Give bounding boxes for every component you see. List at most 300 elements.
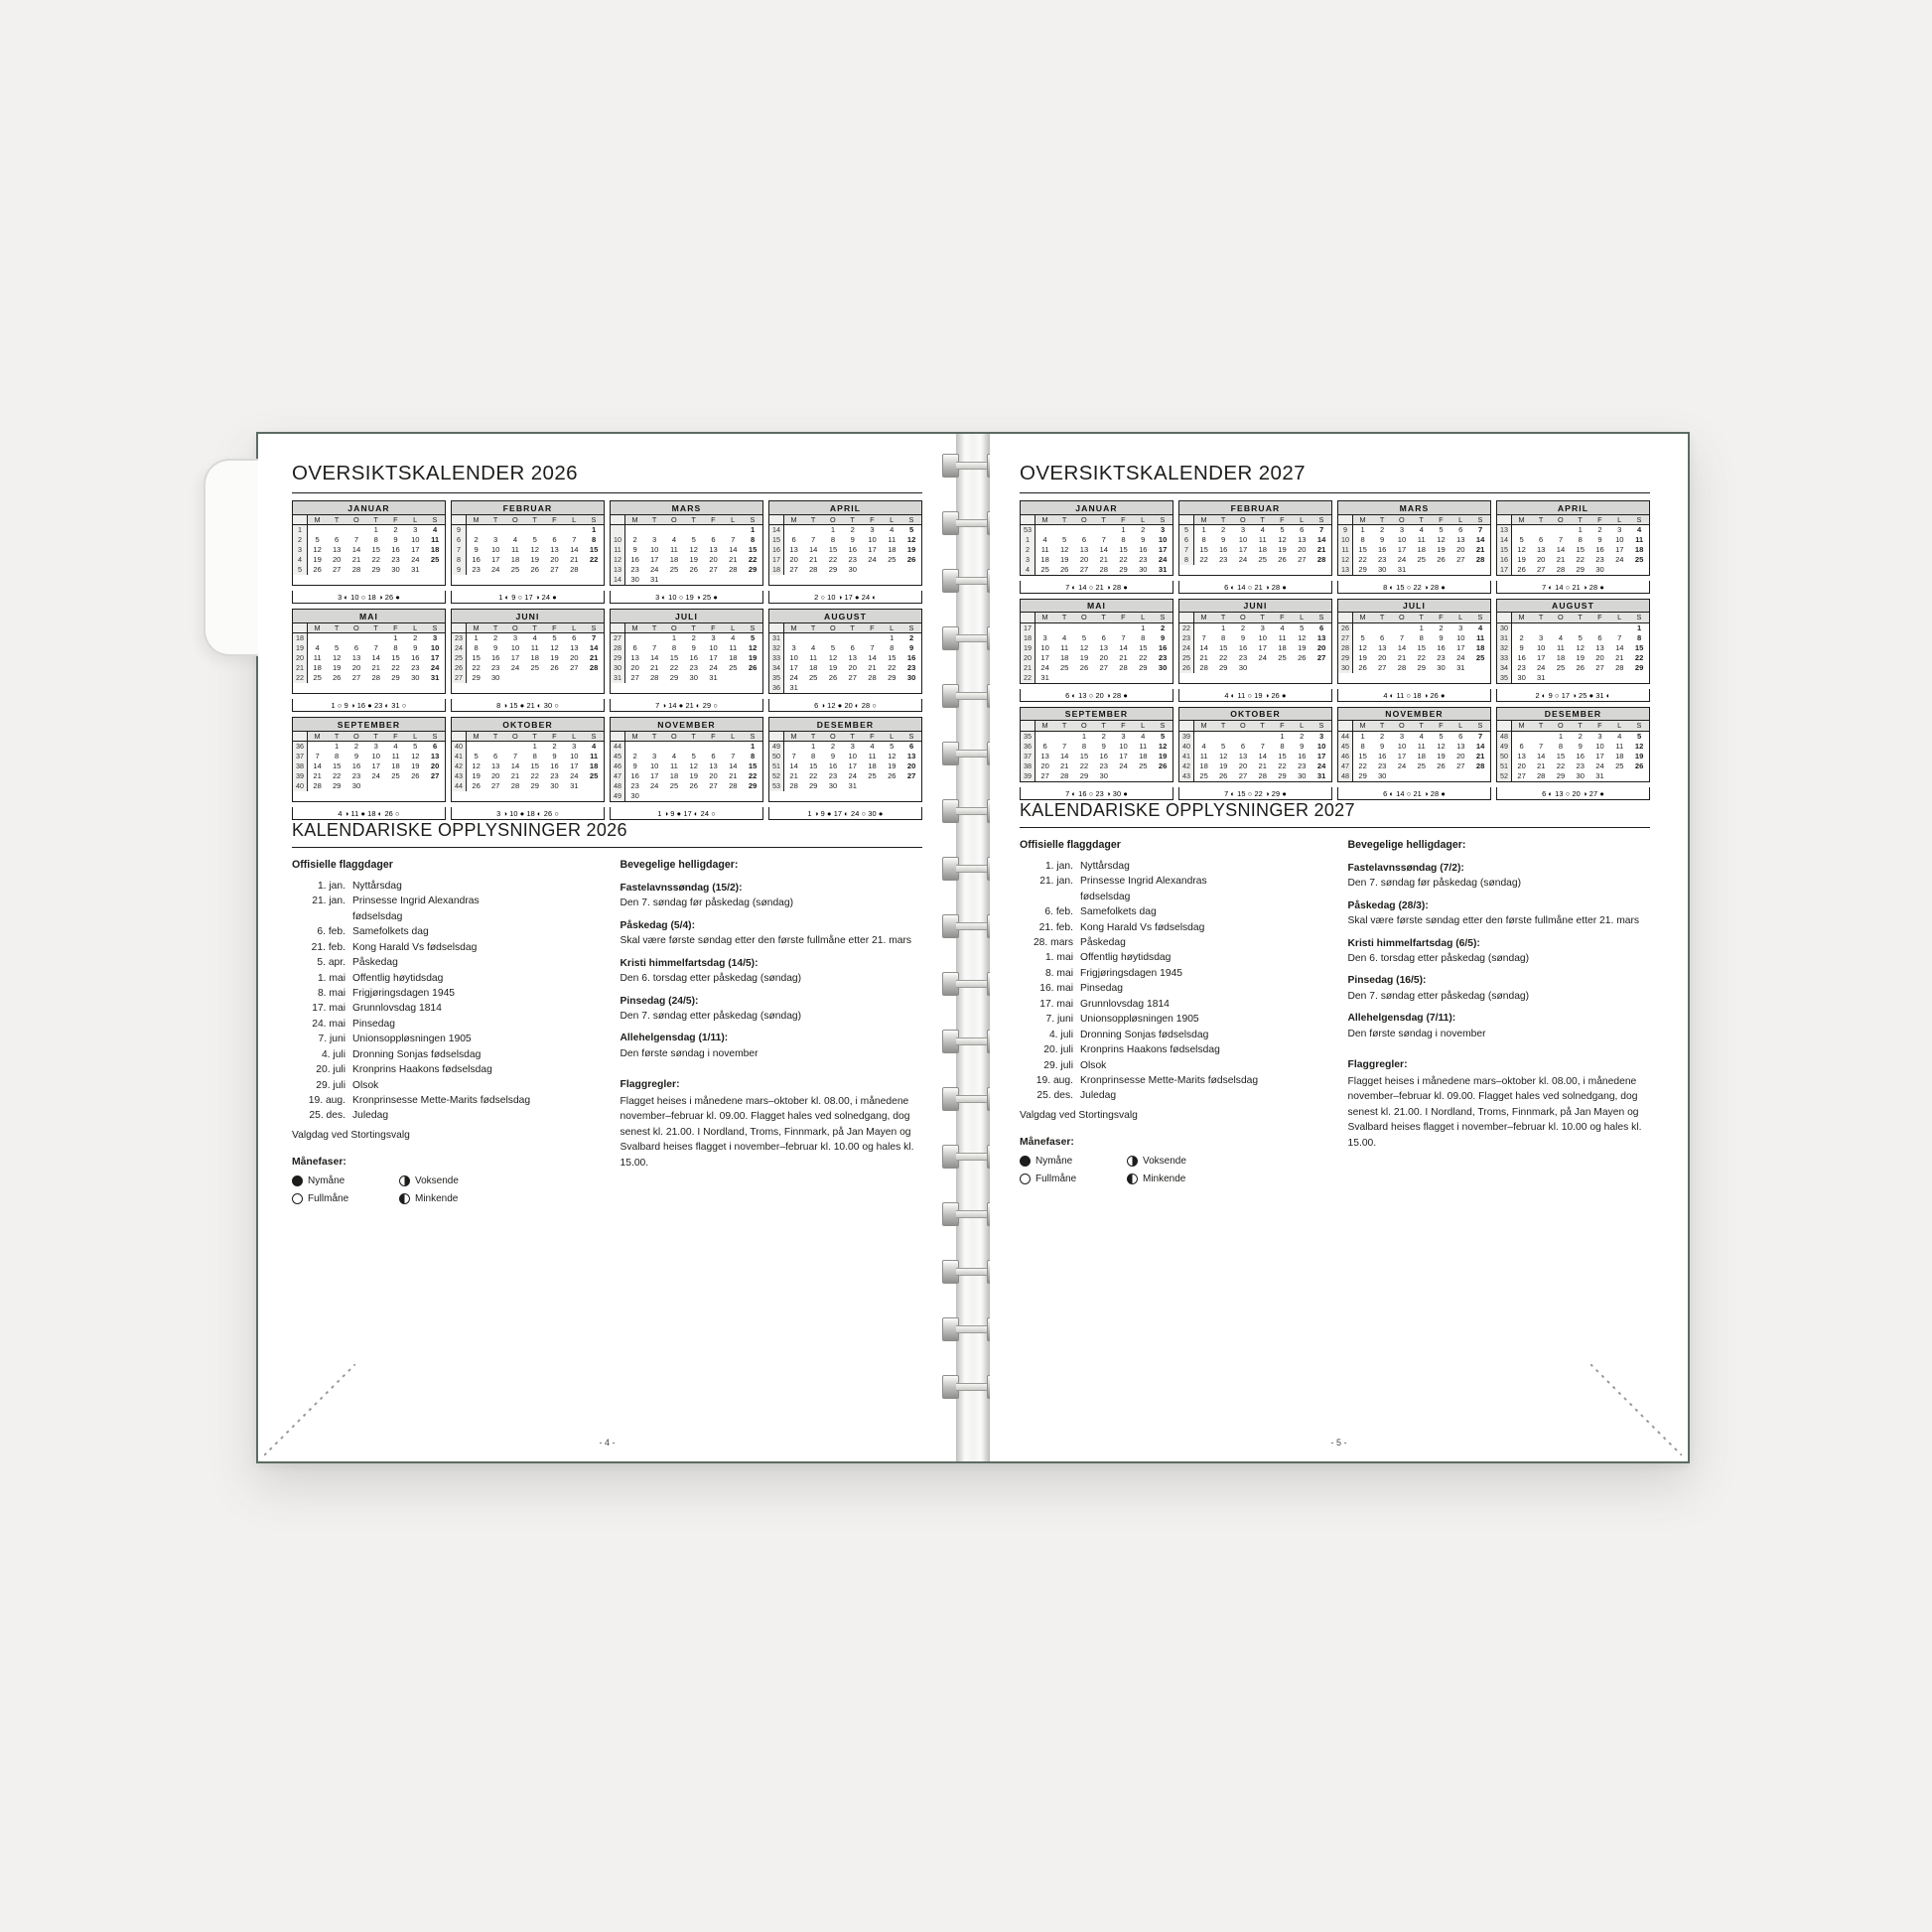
day-cell <box>1450 565 1470 575</box>
day-cell: 2 <box>1597 525 1602 535</box>
day-cell: 2 <box>632 535 637 545</box>
month-table <box>1338 721 1490 781</box>
day-cell: 14 <box>729 761 738 771</box>
day-cell: 20 <box>1316 643 1326 653</box>
day-cell: 12 <box>1079 643 1089 653</box>
day-cell: 22 <box>332 771 342 781</box>
day-cell: 25 <box>868 771 877 781</box>
week-number: 21 <box>293 663 308 673</box>
month-block <box>610 609 763 694</box>
week-number: 47 <box>1338 761 1353 771</box>
week-row <box>1021 653 1173 663</box>
day-cell: 4 <box>1477 623 1483 633</box>
day-cell <box>1311 663 1331 673</box>
week-number: 42 <box>1179 761 1194 771</box>
month-block <box>1178 599 1332 684</box>
week-number: 44 <box>611 742 625 753</box>
moon-cell <box>1178 689 1332 702</box>
day-cell: 8 <box>1578 535 1583 545</box>
day-cell: 7 <box>591 633 597 643</box>
day-cell: 29 <box>472 673 481 683</box>
weekday-header: O <box>1392 613 1412 622</box>
day-cell: 8 <box>532 752 537 761</box>
day-cell: 1 <box>671 633 677 643</box>
moon-full-icon <box>1020 1173 1031 1184</box>
day-cell: 1 <box>811 742 816 752</box>
day-cell: 20 <box>789 555 798 565</box>
flag-day-label-cont: fødselsdag <box>1080 891 1131 902</box>
quarter-moon-row <box>292 591 922 604</box>
week-row <box>769 742 921 753</box>
day-cell: 18 <box>1059 653 1069 663</box>
day-cell: 20 <box>332 555 342 565</box>
weekday-header: S <box>743 623 762 633</box>
month-name: JANUAR <box>1021 501 1173 515</box>
flag-day-date: 7. juni <box>1045 1014 1073 1026</box>
day-cell: 27 <box>1517 771 1526 781</box>
day-cell: 17 <box>1316 752 1326 761</box>
day-cell: 22 <box>1634 653 1644 663</box>
day-cell <box>1512 732 1532 743</box>
flag-day-row <box>292 1032 595 1046</box>
flag-days-heading: Offisielle flaggdager <box>292 859 393 871</box>
day-cell: 18 <box>1475 643 1485 653</box>
day-cell <box>584 565 604 575</box>
day-cell: 30 <box>1517 673 1526 683</box>
week-number: 46 <box>611 761 625 771</box>
day-cell: 27 <box>1456 761 1465 771</box>
day-cell <box>405 781 425 791</box>
open-planner <box>256 432 1690 1463</box>
week-number: 20 <box>1021 653 1035 663</box>
moon-phase-row: 1 ◐ 9 ○ 17 ◑ 24 ● <box>451 591 605 604</box>
moon-phase-row: 7 ◐ 15 ○ 22 ◑ 29 ● <box>1178 787 1332 800</box>
week-row <box>452 525 604 536</box>
day-cell <box>882 781 901 791</box>
day-cell: 4 <box>1419 732 1424 742</box>
weekday-header: T <box>1094 613 1114 622</box>
moon-cell <box>292 591 446 604</box>
day-cell <box>1035 525 1055 536</box>
day-cell: 18 <box>808 663 818 673</box>
day-cell <box>863 565 883 575</box>
day-cell: 19 <box>1218 761 1228 771</box>
day-cell: 24 <box>649 565 659 575</box>
day-cell: 20 <box>1079 555 1089 565</box>
day-cell: 30 <box>828 781 838 791</box>
day-cell: 23 <box>411 663 420 673</box>
day-cell: 13 <box>1517 752 1526 761</box>
week-row <box>769 673 921 683</box>
weekday-header: O <box>1392 721 1412 731</box>
week-row <box>452 663 604 673</box>
day-cell: 2 <box>1141 525 1146 535</box>
day-cell: 18 <box>530 653 539 663</box>
day-cell: 24 <box>649 781 659 791</box>
flag-day-date: 1. jan. <box>1044 860 1073 872</box>
month-name: NOVEMBER <box>1338 708 1490 722</box>
day-cell: 10 <box>1258 633 1267 643</box>
day-cell: 20 <box>1536 555 1546 565</box>
month-table <box>769 623 921 694</box>
day-cell <box>386 781 406 791</box>
month-table <box>1338 515 1490 576</box>
day-cell: 10 <box>1397 742 1407 752</box>
weekday-header: O <box>1551 613 1571 622</box>
day-cell <box>1353 623 1373 634</box>
day-cell: 11 <box>590 752 599 761</box>
weekday-header: S <box>1153 721 1173 731</box>
flag-days-heading: Offisielle flaggdager <box>1020 838 1121 851</box>
day-cell <box>1194 732 1214 743</box>
week-number: 51 <box>1497 761 1512 771</box>
day-cell: 25 <box>1258 555 1267 565</box>
day-cell: 4 <box>731 633 736 643</box>
day-cell: 13 <box>490 761 500 771</box>
day-cell: 9 <box>1519 643 1524 653</box>
day-cell: 27 <box>1316 653 1326 663</box>
moon-legend-label: Fullmåne <box>1035 1173 1077 1184</box>
weekday-header: F <box>1273 721 1293 731</box>
day-cell <box>525 673 545 683</box>
day-cell: 19 <box>1576 653 1585 663</box>
day-cell: 10 <box>1158 535 1168 545</box>
day-cell: 23 <box>1517 663 1526 673</box>
day-cell: 17 <box>1615 545 1624 555</box>
day-cell: 10 <box>570 752 579 761</box>
day-cell <box>684 791 704 801</box>
day-cell: 24 <box>1397 555 1407 565</box>
month-name: APRIL <box>769 501 921 515</box>
day-cell: 7 <box>811 535 816 545</box>
week-number: 12 <box>1338 555 1353 565</box>
day-cell: 7 <box>512 752 518 761</box>
day-cell: 2 <box>1300 732 1305 742</box>
weekday-header: L <box>723 623 743 633</box>
day-cell: 22 <box>472 663 481 673</box>
day-cell <box>625 742 645 753</box>
weekday-header: O <box>505 515 525 525</box>
weekday-header: O <box>823 732 843 742</box>
day-cell: 5 <box>315 535 320 545</box>
movable-entry-body: Den 6. torsdag etter påskedag (søndag) <box>620 973 802 985</box>
day-cell <box>1531 525 1551 536</box>
month-table <box>1179 613 1331 673</box>
movable-entry-body: Den 7. søndag etter påskedag (søndag) <box>1347 990 1530 1002</box>
flag-day-date: 20. juli <box>316 1064 345 1076</box>
day-cell: 24 <box>490 565 500 575</box>
flag-day-row <box>292 1001 595 1016</box>
month-block <box>451 717 605 802</box>
day-cell: 3 <box>1260 623 1265 633</box>
day-cell <box>1054 525 1074 536</box>
day-cell: 26 <box>411 771 420 781</box>
day-cell: 20 <box>848 663 857 673</box>
week-number: 42 <box>452 761 467 771</box>
day-cell: 2 <box>1240 623 1246 633</box>
week-row <box>293 653 445 663</box>
day-cell <box>1432 565 1451 575</box>
day-cell: 18 <box>1417 752 1426 761</box>
day-cell: 11 <box>511 545 519 555</box>
week-number: 30 <box>1497 623 1512 634</box>
day-cell: 28 <box>1615 663 1624 673</box>
day-cell <box>1074 673 1094 683</box>
day-cell: 2 <box>1380 525 1385 535</box>
day-cell: 14 <box>649 653 659 663</box>
day-cell: 14 <box>1475 535 1485 545</box>
day-cell: 3 <box>850 742 855 752</box>
week-number: 49 <box>769 742 784 753</box>
week-number: 26 <box>1338 623 1353 634</box>
day-cell: 7 <box>373 643 378 653</box>
day-cell: 8 <box>1419 633 1424 643</box>
day-cell: 29 <box>1139 663 1148 673</box>
day-cell: 26 <box>888 771 897 781</box>
day-cell: 24 <box>868 555 877 565</box>
day-cell: 8 <box>750 752 756 761</box>
moon-cell <box>1496 581 1650 594</box>
day-cell: 18 <box>589 761 599 771</box>
weekday-header: T <box>366 515 386 525</box>
day-cell: 13 <box>709 761 718 771</box>
day-cell: 21 <box>589 653 599 663</box>
week-number: 44 <box>452 781 467 791</box>
week-row <box>1021 525 1173 536</box>
day-cell: 11 <box>1040 545 1049 555</box>
weekday-header: L <box>1133 515 1153 525</box>
weekday-header: M <box>467 515 486 525</box>
day-cell: 27 <box>1079 565 1089 575</box>
movable-entry-title: Pinsedag (16/5): <box>1347 975 1427 987</box>
day-cell: 18 <box>1556 653 1566 663</box>
day-cell: 23 <box>472 565 481 575</box>
day-cell: 14 <box>1199 643 1208 653</box>
day-cell: 25 <box>888 555 897 565</box>
day-cell: 31 <box>1536 673 1546 683</box>
day-cell: 11 <box>1557 643 1565 653</box>
month-block <box>1020 500 1173 576</box>
flag-days-column <box>292 858 595 1206</box>
week-number: 25 <box>1179 653 1194 663</box>
month-block <box>1178 707 1332 782</box>
weekday-header: T <box>1054 613 1074 622</box>
week-row <box>1497 752 1649 761</box>
week-number: 13 <box>1497 525 1512 536</box>
flag-day-date: 21. jan. <box>1039 876 1073 888</box>
day-cell: 8 <box>750 535 756 545</box>
day-cell: 19 <box>828 663 838 673</box>
day-cell: 29 <box>391 673 400 683</box>
day-cell: 13 <box>550 545 559 555</box>
weekday-header: L <box>1450 613 1470 622</box>
weekday-header: T <box>1531 613 1551 622</box>
corner-decoration <box>264 1364 355 1455</box>
week-row <box>293 555 445 565</box>
week-number: 46 <box>1338 752 1353 761</box>
day-cell: 14 <box>351 545 361 555</box>
flag-day-label: Dronning Sonjas fødselsdag <box>1080 1029 1209 1040</box>
day-cell: 13 <box>1595 643 1604 653</box>
day-cell: 1 <box>1081 732 1087 742</box>
month-name: FEBRUAR <box>452 501 604 515</box>
day-cell: 13 <box>332 545 342 555</box>
week-number: 12 <box>611 555 625 565</box>
month-name: OKTOBER <box>1179 708 1331 722</box>
day-cell: 22 <box>1119 555 1128 565</box>
day-cell: 7 <box>731 535 736 545</box>
flag-day-date: 5. apr. <box>317 957 345 969</box>
day-cell: 23 <box>1377 761 1387 771</box>
flag-days-column <box>1020 838 1322 1186</box>
weekday-header: M <box>625 732 645 742</box>
page-tab[interactable] <box>204 459 265 656</box>
flag-day-label: Juledag <box>352 1110 389 1122</box>
day-cell: 28 <box>351 565 361 575</box>
movable-entry-title: Kristi himmelfartsdag (6/5): <box>1347 937 1480 949</box>
weekday-header: T <box>366 623 386 633</box>
moon-legend-label: Minkende <box>1143 1173 1186 1184</box>
weekday-header: T <box>1094 721 1114 731</box>
day-cell <box>1551 673 1571 683</box>
day-cell: 27 <box>490 781 500 791</box>
day-cell: 12 <box>888 752 897 761</box>
week-number: 34 <box>769 663 784 673</box>
day-cell: 19 <box>1437 752 1446 761</box>
week-number <box>611 525 625 536</box>
corner-decoration <box>1590 1364 1682 1455</box>
moon-legend-item <box>399 1191 496 1206</box>
day-cell: 26 <box>530 565 539 575</box>
week-number: 11 <box>611 545 625 555</box>
day-cell: 25 <box>1278 653 1287 663</box>
day-cell <box>704 742 724 753</box>
day-cell: 28 <box>1556 565 1566 575</box>
week-number: 11 <box>1338 545 1353 555</box>
day-cell: 5 <box>691 535 696 545</box>
day-cell: 6 <box>1519 742 1524 752</box>
day-cell: 27 <box>630 673 639 683</box>
day-cell: 24 <box>1456 653 1465 663</box>
flag-days-footer: Valgdag ved Stortingsvalg <box>292 1129 410 1141</box>
weekday-header: S <box>743 732 762 742</box>
day-cell: 8 <box>1558 742 1564 752</box>
day-cell: 7 <box>315 752 320 761</box>
flag-day-row <box>1020 874 1322 889</box>
day-cell: 28 <box>1475 555 1485 565</box>
day-cell <box>485 525 505 536</box>
month-name: JUNI <box>452 610 604 623</box>
day-cell: 20 <box>550 555 559 565</box>
week-row <box>769 643 921 653</box>
day-cell: 27 <box>1238 771 1248 781</box>
day-cell: 9 <box>1439 633 1444 643</box>
day-cell <box>1571 623 1590 634</box>
day-cell: 15 <box>1218 643 1228 653</box>
day-cell: 25 <box>1199 771 1208 781</box>
day-cell <box>1074 623 1094 634</box>
day-cell: 10 <box>649 545 659 555</box>
day-cell: 12 <box>1576 643 1585 653</box>
day-cell: 12 <box>906 535 916 545</box>
week-row <box>611 653 762 663</box>
day-cell: 22 <box>530 771 539 781</box>
weekday-header: F <box>1432 613 1451 622</box>
week-row <box>1179 525 1331 536</box>
day-cell: 16 <box>1377 752 1387 761</box>
week-number: 39 <box>1021 771 1035 781</box>
week-number: 3 <box>293 545 308 555</box>
month-table <box>611 623 762 684</box>
weekday-header: F <box>1432 721 1451 731</box>
day-cell <box>346 525 366 536</box>
day-cell: 23 <box>1298 761 1307 771</box>
day-cell: 29 <box>1119 565 1128 575</box>
weekday-header: F <box>386 515 406 525</box>
day-cell: 23 <box>828 771 838 781</box>
day-cell: 15 <box>1278 752 1287 761</box>
day-cell: 26 <box>1437 555 1446 565</box>
day-cell: 14 <box>1615 643 1624 653</box>
day-cell: 14 <box>510 761 520 771</box>
moon-legend-label: Minkende <box>415 1192 459 1204</box>
day-cell: 16 <box>689 653 698 663</box>
day-cell: 10 <box>1615 535 1624 545</box>
day-cell: 8 <box>373 535 378 545</box>
flag-day-label: Unionsoppløsningen 1905 <box>1080 1014 1199 1026</box>
week-row <box>1338 633 1490 643</box>
day-cell: 11 <box>1476 633 1485 643</box>
day-cell: 5 <box>691 752 696 761</box>
day-cell: 3 <box>652 752 657 761</box>
weekday-header: S <box>901 623 921 633</box>
day-cell: 28 <box>1199 663 1208 673</box>
weekday-header: F <box>386 623 406 633</box>
moon-phase-row: 6 ◐ 14 ○ 21 ◑ 28 ● <box>1178 581 1332 594</box>
day-cell: 16 <box>1139 545 1148 555</box>
day-cell: 21 <box>510 771 520 781</box>
day-cell: 17 <box>1595 752 1604 761</box>
week-number: 17 <box>1497 565 1512 575</box>
day-cell: 11 <box>729 643 738 653</box>
month-block <box>1496 599 1650 684</box>
month-block <box>1020 707 1173 782</box>
month-table <box>293 623 445 684</box>
weekday-header: S <box>1629 613 1649 622</box>
weekday-header: M <box>625 623 645 633</box>
day-cell: 1 <box>830 525 836 535</box>
day-cell: 12 <box>748 643 758 653</box>
day-cell: 20 <box>906 761 916 771</box>
day-cell: 1 <box>750 525 756 535</box>
day-cell <box>644 742 664 753</box>
day-cell: 2 <box>413 633 418 643</box>
day-cell: 27 <box>906 771 916 781</box>
day-cell <box>366 633 386 644</box>
day-cell: 30 <box>490 673 500 683</box>
week-number: 32 <box>1497 643 1512 653</box>
day-cell: 23 <box>1139 555 1148 565</box>
week-row <box>1497 663 1649 673</box>
weekday-header: T <box>1531 515 1551 525</box>
day-cell: 1 <box>335 742 340 752</box>
weekday-header: O <box>1074 613 1094 622</box>
week-number: 27 <box>611 633 625 644</box>
month-block <box>1496 707 1650 782</box>
day-cell: 16 <box>1517 653 1526 663</box>
day-cell: 26 <box>1158 761 1168 771</box>
moon-cell <box>1020 689 1173 702</box>
